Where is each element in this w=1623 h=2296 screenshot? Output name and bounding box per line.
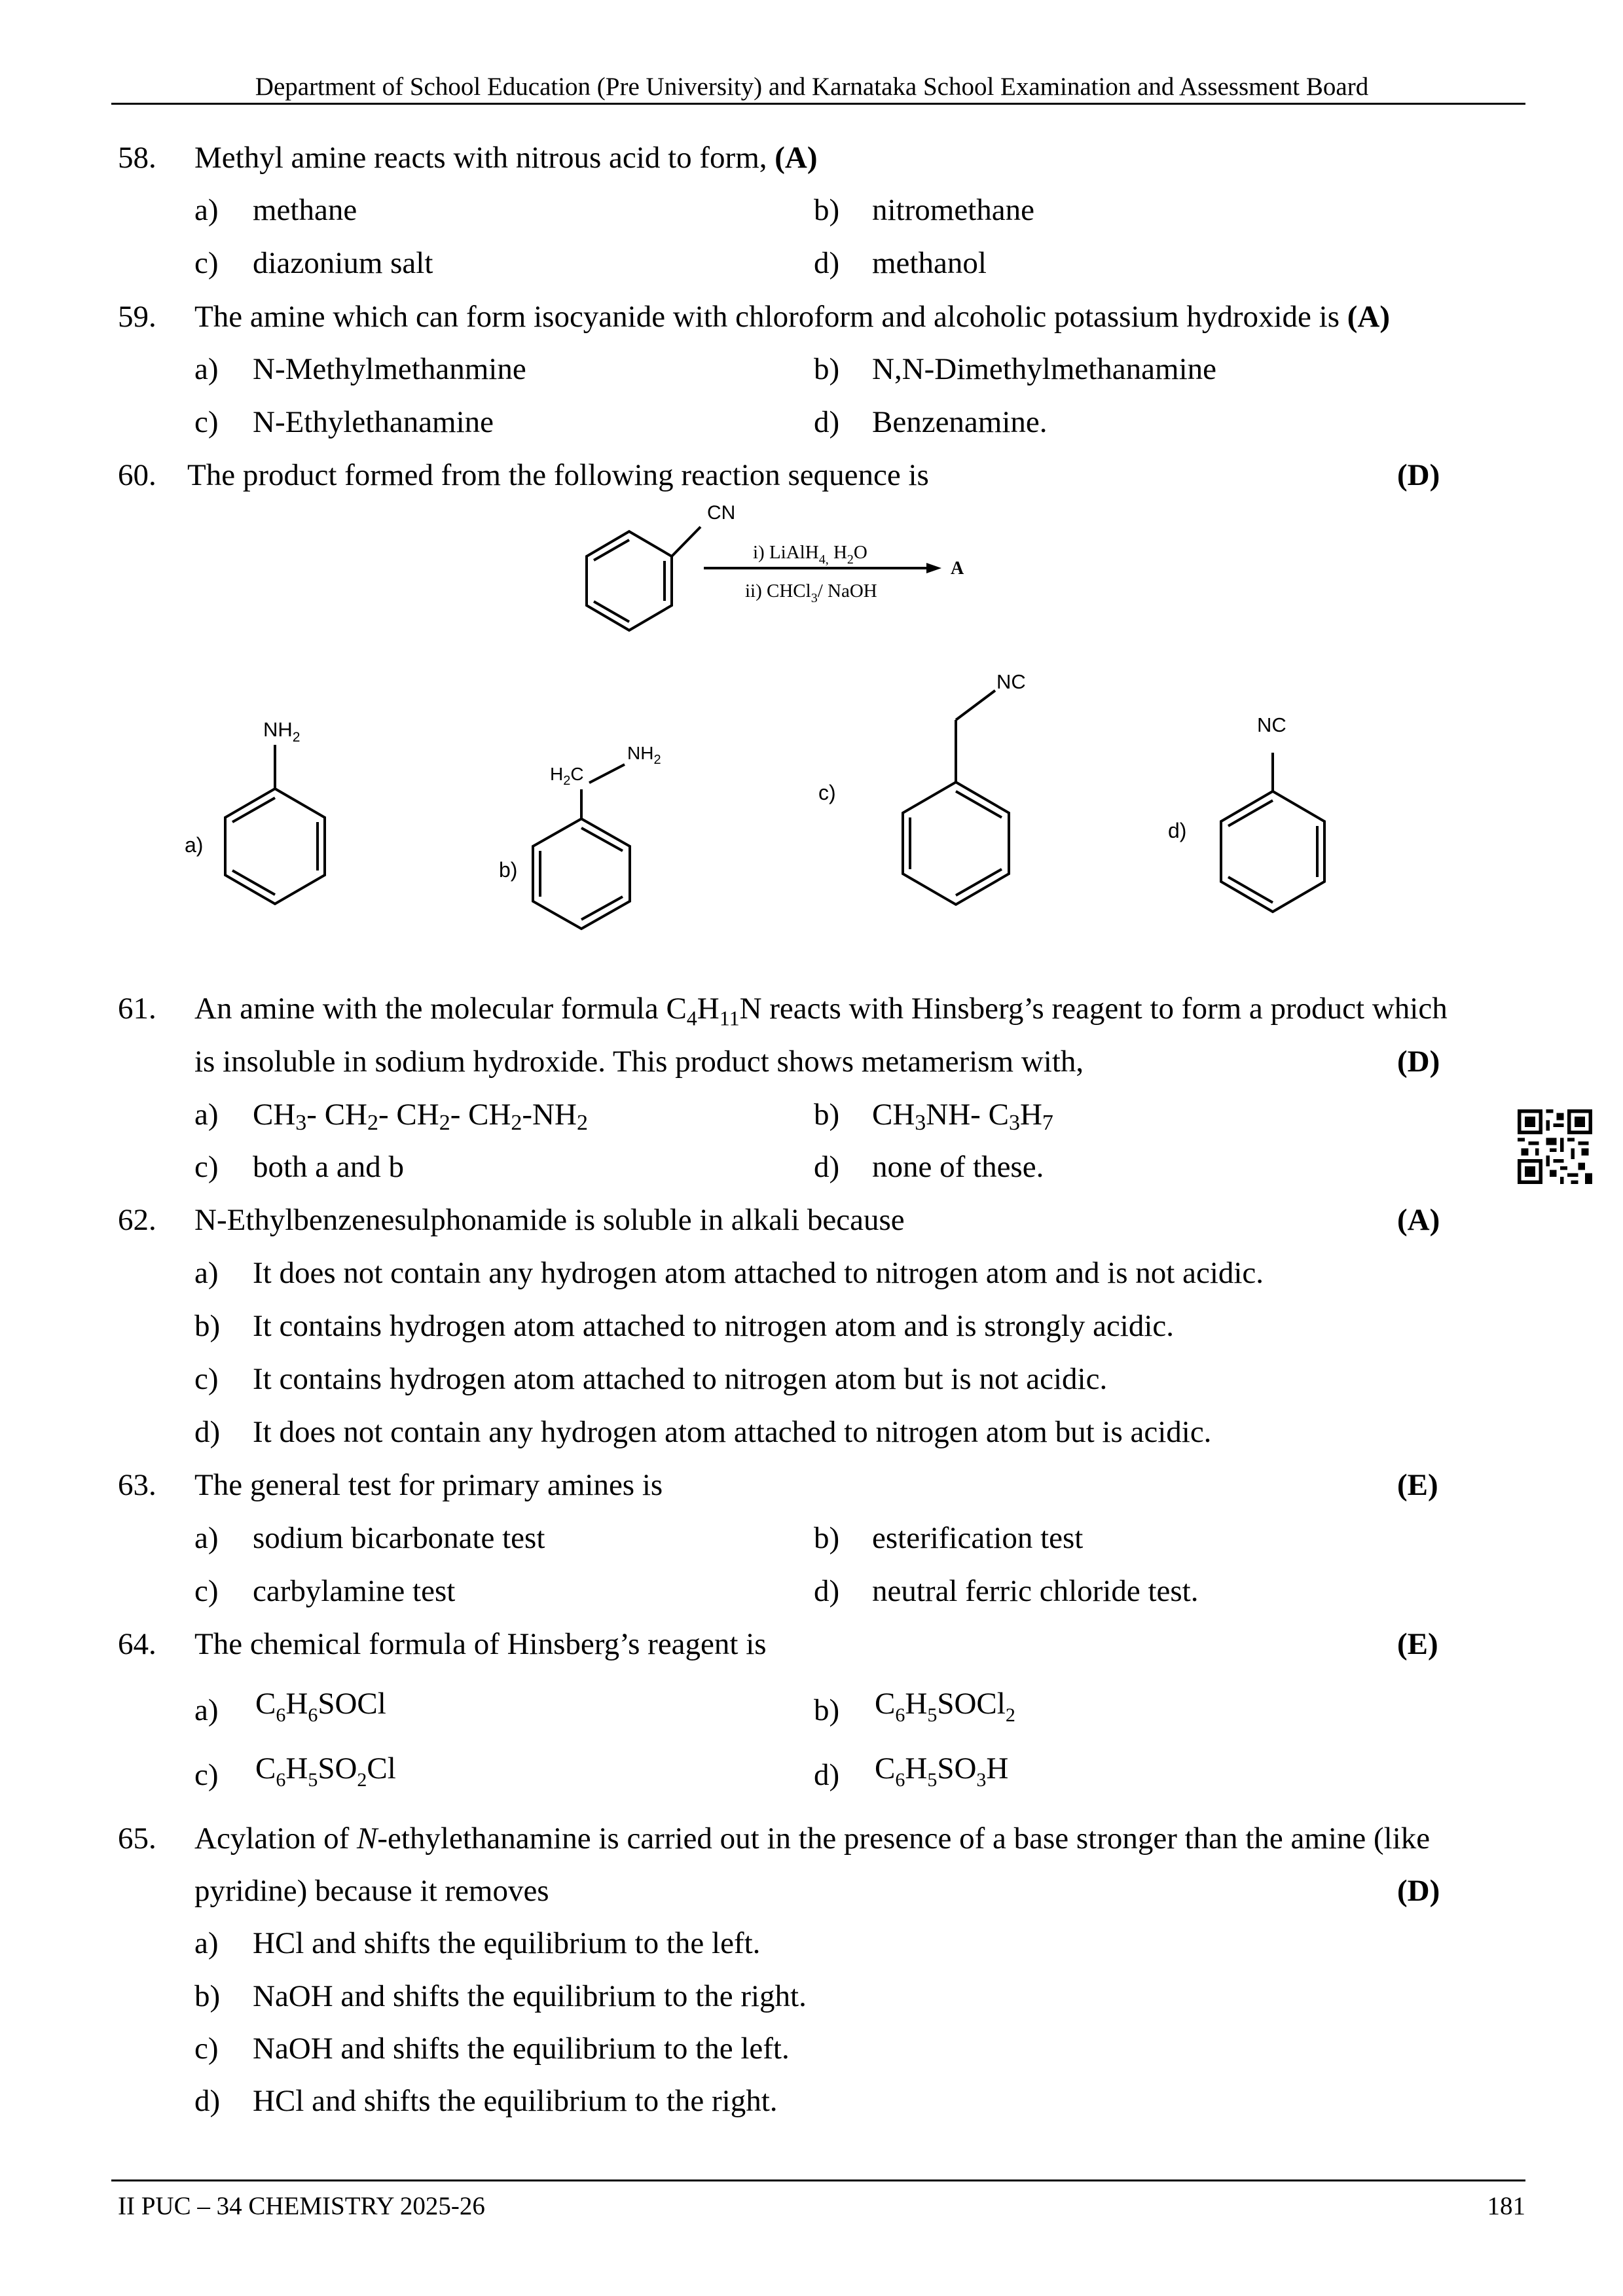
reagent-step-2: ii) CHCl$_3$/ NaOH: [745, 581, 877, 605]
header-rule: [111, 103, 1525, 105]
option-label: d): [814, 1574, 840, 1608]
question-text: The chemical formula of Hinsberg’s reagent is: [194, 1627, 767, 1661]
option-label: d): [194, 2084, 221, 2118]
answer-key: (D): [1397, 458, 1440, 492]
option-text: N-Methylmethanmine: [253, 352, 526, 386]
option-label-a: a): [185, 833, 204, 857]
answer-key: (A): [1397, 1203, 1440, 1237]
option-text: It does not contain any hydrogen atom attached to nitrogen atom but is acidic.: [253, 1415, 1212, 1449]
option-label: c): [194, 1574, 219, 1608]
question-number: 59.: [118, 300, 156, 334]
option-text: diazonium salt: [253, 246, 433, 280]
option-label: a): [194, 1926, 219, 1960]
methylene-group-b: $H_2C$: [550, 764, 584, 788]
option-text: methanol: [872, 246, 987, 280]
option-label: d): [814, 1150, 840, 1184]
option-label: a): [194, 1098, 219, 1132]
option-label: d): [194, 1415, 221, 1449]
answer-key: (E): [1397, 1627, 1438, 1661]
option-label-b: b): [499, 858, 518, 882]
question-text: The product formed from the following reaction sequence is: [187, 458, 929, 492]
question-text: N-Ethylbenzenesulphonamide is soluble in alkali because: [194, 1203, 905, 1237]
structure-b: [533, 764, 630, 929]
option-text: HCl and shifts the equilibrium to the right.: [253, 2084, 778, 2118]
option-structures: [170, 661, 1381, 936]
answer-key: (A): [775, 141, 818, 175]
question-text-line-2: is insoluble in sodium hydroxide. This product shows metamerism with,: [194, 1045, 1084, 1079]
option-text: It contains hydrogen atom attached to nitrogen atom and is strongly acidic.: [253, 1309, 1175, 1343]
option-label: c): [194, 2032, 219, 2066]
question-text: Methyl amine reacts with nitrous acid to form, (A): [194, 141, 818, 175]
option-text: N-Ethylethanamine: [253, 405, 494, 439]
option-label: b): [814, 1521, 840, 1555]
reagent-step-1: i) LiAlH$_{4,}$ $H_2O$: [753, 542, 867, 567]
option-label-d: d): [1168, 819, 1187, 842]
question-number: 65.: [118, 1821, 156, 1856]
option-label: b): [194, 1979, 221, 2013]
option-text: both a and b: [253, 1150, 405, 1184]
page-number: 181: [1487, 2192, 1525, 2220]
option-text: N,N-Dimethylmethanamine: [872, 352, 1216, 386]
option-label: b): [814, 193, 840, 227]
option-text: none of these.: [872, 1150, 1044, 1184]
structure-c: [903, 691, 1009, 905]
answer-key: (D): [1397, 1874, 1440, 1908]
option-label: b): [814, 1098, 840, 1132]
option-text: Benzenamine.: [872, 405, 1048, 439]
option-label: c): [194, 246, 219, 280]
question-text: An amine with the molecular formula $C_4H_{11}N$ reacts with Hinsberg’s reagent to form a product which: [194, 992, 1448, 1030]
option-text: esterification test: [872, 1521, 1084, 1555]
option-text: It does not contain any hydrogen atom attached to nitrogen atom and is not acidic.: [253, 1256, 1264, 1290]
answer-key: (A): [1347, 300, 1390, 334]
option-formula: CH3NH- C3H7: [872, 1098, 1053, 1135]
option-label: d): [814, 405, 840, 439]
option-text: HCl and shifts the equilibrium to the left.: [253, 1926, 761, 1960]
page-header: Department of School Education (Pre University) and Karnataka School Examination and Assessment Board: [255, 73, 1369, 101]
question-number: 60.: [118, 458, 156, 492]
question-number: 62.: [118, 1203, 156, 1237]
footer-course: II PUC – 34 CHEMISTRY 2025-26: [118, 2192, 485, 2220]
question-number: 64.: [118, 1627, 156, 1661]
option-formula: $C_6H_5SO_3H$: [875, 1751, 1009, 1791]
qr-code-icon: [1518, 1109, 1592, 1184]
option-label: c): [194, 1150, 219, 1184]
question-text: The general test for primary amines is: [194, 1468, 663, 1502]
option-label: c): [194, 1758, 219, 1792]
amine-group-a: $NH_2$: [263, 718, 301, 745]
option-label: a): [194, 193, 219, 227]
option-text: NaOH and shifts the equilibrium to the left.: [253, 2032, 790, 2066]
option-label: a): [194, 1521, 219, 1555]
answer-key: (D): [1397, 1045, 1440, 1079]
option-text: neutral ferric chloride test.: [872, 1574, 1199, 1608]
answer-key: (E): [1397, 1468, 1438, 1502]
option-formula: $C_6H_5SO_2Cl$: [255, 1751, 396, 1791]
amine-group-b: $NH_2$: [627, 743, 661, 767]
structure-d: [1221, 753, 1324, 912]
option-label: a): [194, 1693, 219, 1727]
option-text: It contains hydrogen atom attached to nitrogen atom but is not acidic.: [253, 1362, 1108, 1396]
question-text: Acylation of N-ethylethanamine is carried out in the presence of a base stronger than the amine (like: [194, 1821, 1431, 1856]
question-number: 63.: [118, 1468, 156, 1502]
option-label: d): [814, 246, 840, 280]
option-text: methane: [253, 193, 357, 227]
option-label: a): [194, 352, 219, 386]
option-formula: $C_6H_5SOCl_2$: [875, 1687, 1015, 1726]
question-text: The amine which can form isocyanide with chloroform and alcoholic potassium hydroxide is (A): [194, 300, 1390, 334]
option-formula: CH3- CH2- CH2- CH2-NH2: [253, 1098, 588, 1135]
option-label: b): [814, 352, 840, 386]
footer-rule: [111, 2179, 1525, 2181]
substituent-label: CN: [707, 502, 736, 524]
option-label: b): [814, 1693, 840, 1727]
option-label: a): [194, 1256, 219, 1290]
option-label: c): [194, 405, 219, 439]
question-text-line-2: pyridine) because it removes: [194, 1874, 549, 1908]
option-formula: $C_6H_6SOCl$: [255, 1687, 386, 1726]
option-text: carbylamine test: [253, 1574, 456, 1608]
benzene-ring: [587, 531, 672, 630]
isocyanide-group-c: NC: [996, 670, 1026, 693]
option-text: NaOH and shifts the equilibrium to the right.: [253, 1979, 807, 2013]
product-label: A: [951, 558, 964, 579]
option-label-c: c): [818, 781, 836, 804]
option-text: sodium bicarbonate test: [253, 1521, 545, 1555]
structure-a: [225, 745, 325, 904]
option-label: c): [194, 1362, 219, 1396]
option-text: nitromethane: [872, 193, 1034, 227]
option-label: b): [194, 1309, 221, 1343]
question-number: 58.: [118, 141, 156, 175]
arrow-head: [926, 563, 941, 573]
isocyanide-group-d: NC: [1257, 713, 1286, 736]
reaction-scheme: [563, 497, 982, 648]
question-number: 61.: [118, 992, 156, 1026]
option-label: d): [814, 1758, 840, 1792]
